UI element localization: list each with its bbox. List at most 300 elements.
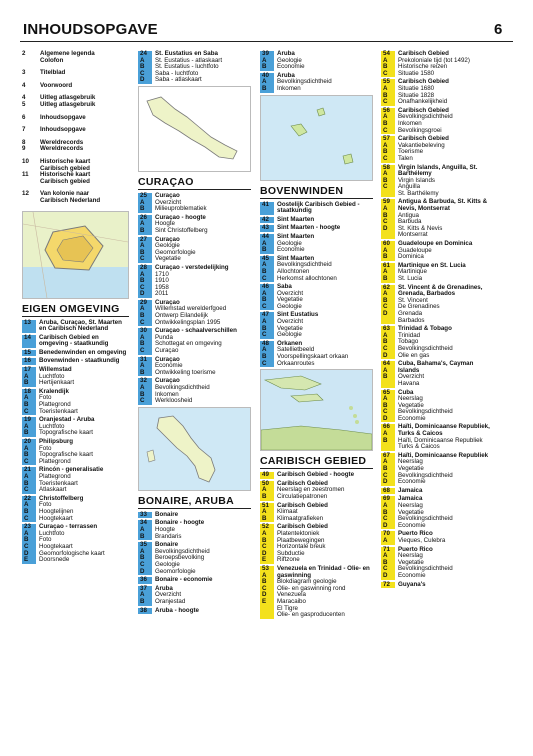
toc-sub-letter: A: [383, 366, 388, 374]
toc-entry[interactable]: [22, 350, 129, 357]
toc-sub-label: Plattegrond: [39, 457, 71, 465]
toc-entry[interactable]: [138, 542, 251, 575]
toc-entry[interactable]: [260, 217, 373, 224]
toc-entry-body: [152, 193, 207, 213]
toc-entry[interactable]: [381, 199, 493, 239]
toc-sub-label: Geologie: [277, 56, 302, 64]
toc-entry[interactable]: [138, 520, 251, 540]
toc-sub-label: Antigua: [398, 211, 419, 219]
bovenwinden-map-icon: [261, 96, 372, 180]
toc-sub-letter: A: [262, 261, 267, 269]
toc-entry-title: Caribisch Gebied: [277, 479, 328, 487]
toc-sub-label: Vegetatie: [398, 401, 424, 409]
toc-entry-body: [274, 503, 328, 523]
toc-entry-title: Kralendijk: [39, 387, 69, 395]
bovenwinden-list: [260, 202, 373, 368]
toc-entry[interactable]: [381, 326, 493, 359]
toc-entry[interactable]: [138, 215, 251, 235]
toc-entry[interactable]: [138, 51, 251, 84]
toc-sub-label: Doorsnede: [39, 556, 70, 564]
toc-entry-title: Haïti, Dominicaanse Republiek: [398, 451, 489, 459]
toc-sub-letter: D: [383, 521, 388, 529]
toc-entry-number: 29: [140, 298, 147, 306]
toc-sub-letter: B: [383, 63, 388, 71]
toc-entry-number: 16: [24, 357, 31, 365]
col3-top-list: [260, 51, 373, 93]
toc-sub-letter: C: [383, 154, 388, 162]
toc-entry[interactable]: [381, 390, 493, 423]
toc-entry[interactable]: [138, 608, 251, 615]
toc-sub-letter: B: [262, 578, 267, 586]
toc-entry-title: St. Eustatius en Saba: [155, 50, 218, 57]
toc-entry-number: 20: [24, 438, 31, 445]
toc-sub-label: Toerisme: [398, 148, 424, 156]
toc-entry-number: 68: [383, 486, 390, 494]
toc-entry-number: 25: [140, 191, 147, 199]
toc-entry[interactable]: [381, 547, 493, 580]
intro-row-number: 12: [22, 190, 29, 198]
toc-entry[interactable]: [260, 234, 373, 254]
toc-entry-body: [36, 389, 78, 415]
toc-entry[interactable]: [138, 265, 251, 298]
toc-sub-letter: D: [383, 224, 388, 232]
toc-sub-letter: A: [140, 333, 145, 341]
toc-sub-letter: B: [24, 451, 29, 459]
toc-entry[interactable]: [381, 165, 493, 198]
toc-sub-letter: B: [140, 205, 145, 213]
toc-sub-label: Situatie 1580: [398, 69, 435, 77]
toc-entry-body: [395, 165, 493, 198]
toc-entry[interactable]: [22, 439, 129, 465]
toc-entry-bar: [381, 136, 395, 162]
toc-sub-label: Hoogtekaart: [39, 542, 73, 550]
toc-entry-body: [395, 488, 422, 495]
toc-entry-number: 15: [24, 348, 31, 356]
toc-entry[interactable]: [260, 202, 373, 215]
toc-entry-bar: [22, 335, 36, 348]
toc-entry-title: Jamaica: [398, 495, 423, 503]
toc-sub-letter: C: [24, 407, 29, 415]
toc-entry[interactable]: [22, 524, 129, 564]
intro-row-label: Caribisch gebied: [40, 164, 90, 172]
toc-sub-label: Bevolkingsdichtheid: [155, 384, 210, 391]
toc-entry-bar: [138, 542, 152, 575]
header-rule: [20, 41, 513, 42]
toc-sub-letter: D: [24, 549, 29, 557]
toc-entry[interactable]: [260, 73, 373, 93]
toc-sub-label: Bevolkingsdichtheid: [398, 408, 453, 416]
toc-entry[interactable]: [381, 582, 493, 589]
toc-entry-title: Virgin Islands, Anguilla, St. Barthélemy: [398, 163, 478, 178]
toc-sub-letter: B: [262, 84, 267, 92]
intro-row-label: Caribisch gebied: [40, 177, 90, 185]
toc-entry-body: [274, 566, 373, 619]
toc-entry-title: Caribisch Gebied: [277, 501, 328, 509]
toc-entry-body: [395, 390, 453, 423]
caribbean-map-icon: [261, 370, 372, 450]
toc-entry-body: [274, 217, 314, 224]
toc-entry[interactable]: [381, 488, 493, 495]
toc-entry[interactable]: [260, 225, 373, 232]
toc-sub-letter: B: [140, 312, 145, 320]
toc-entry[interactable]: [381, 285, 493, 325]
toc-sub-label: Neerslag: [398, 458, 423, 466]
toc-entry-title: Caribisch Gebied: [398, 135, 449, 143]
toc-sub-label: Geologie: [155, 242, 180, 250]
toc-sub-label: Neerslag: [398, 395, 423, 403]
toc-entry[interactable]: [138, 300, 251, 326]
toc-entry-bar: [381, 199, 395, 239]
toc-entry-bar: [381, 496, 395, 529]
toc-entry-number: 69: [383, 495, 390, 503]
toc-sub-letter: A: [140, 525, 145, 533]
toc-entry-number: 37: [140, 584, 147, 592]
toc-entry[interactable]: [260, 481, 373, 501]
toc-entry-title: Jamaica: [398, 486, 423, 494]
toc-entry[interactable]: [381, 263, 493, 283]
toc-sub-label: Toeristenkaart: [39, 479, 78, 487]
toc-sub-label: Riftzone: [277, 556, 300, 564]
toc-sub-label: Turks & Caicos: [398, 443, 440, 451]
toc-sub-letter: C: [383, 515, 388, 523]
toc-entry[interactable]: [260, 312, 373, 338]
intro-row-label: Voorwoord: [40, 81, 73, 89]
column-1: [22, 51, 129, 566]
intro-row-number: 10: [22, 157, 29, 165]
toc-entry[interactable]: [22, 335, 129, 348]
toc-entry-body: [395, 241, 472, 261]
intro-row-number: [22, 179, 40, 186]
toc-entry[interactable]: [138, 357, 251, 377]
section-title-eigen-omgeving: EIGEN OMGEVING: [22, 303, 129, 317]
toc-entry[interactable]: [138, 237, 251, 263]
map-bonaire-thumbnail: [138, 407, 251, 491]
intro-row-label: Colofon: [40, 56, 64, 64]
toc-sub-label: Neerslag: [398, 502, 423, 509]
toc-sub-letter: B: [24, 507, 29, 515]
toc-entry-bar: [138, 300, 152, 326]
toc-entry[interactable]: [381, 361, 493, 387]
toc-sub-letter: C: [140, 347, 145, 355]
toc-sub-letter: B: [24, 401, 29, 409]
toc-entry-title: Curaçao: [155, 298, 180, 306]
toc-entry[interactable]: [22, 320, 129, 333]
toc-sub-label: Schottegat en omgeving: [155, 340, 222, 348]
toc-sub-letter: B: [140, 390, 145, 398]
intro-row: [22, 179, 129, 186]
toc-sub-label: Plattegrond: [39, 472, 71, 480]
toc-entry-number: 48: [262, 339, 269, 347]
toc-sub-label: Olie- en gaswinning rond Venezuela: [277, 584, 346, 599]
toc-sub-label: Ontwerp Eilandelijk: [155, 312, 208, 320]
toc-entry[interactable]: [138, 328, 251, 354]
toc-entry-title: Bovenwinden - staatkundig: [39, 357, 120, 365]
intro-row-label: Uitleg atlasgebruik: [40, 100, 96, 108]
toc-entry[interactable]: [381, 453, 493, 486]
toc-entry-bar: [138, 586, 152, 606]
toc-sub-label: Blokdiagram geologie: [277, 578, 337, 586]
toc-entry[interactable]: [381, 108, 493, 134]
toc-sub-letter: A: [383, 331, 388, 339]
toc-entry-bar: [381, 241, 395, 261]
toc-sub-label: Olie en gas: [398, 351, 430, 359]
toc-sub-letter: A: [383, 84, 388, 92]
intro-row-label: Caribisch Nederland: [40, 196, 101, 204]
eigen-omgeving-list: [22, 320, 129, 564]
intro-row: [22, 70, 129, 77]
intro-row-number: 4: [22, 94, 26, 102]
toc-entry-title: Curaçao - schaalverschillen: [155, 327, 237, 335]
toc-entry-number: 21: [24, 466, 31, 474]
toc-sub-label: Geomorfologie: [155, 248, 196, 256]
toc-sub-label: Foto: [39, 536, 52, 544]
toc-entry[interactable]: [138, 512, 251, 519]
toc-sub-letter: A: [262, 346, 267, 354]
intro-row-number: 11: [22, 171, 29, 179]
toc-entry-bar: [381, 263, 395, 283]
toc-sub-letter: B: [383, 119, 388, 127]
toc-entry-title: Willemstad: [39, 366, 72, 374]
toc-entry-body: [395, 496, 453, 529]
toc-entry[interactable]: [260, 284, 373, 310]
toc-sub-letter: B: [383, 558, 388, 566]
toc-sub-letter: B: [262, 63, 267, 71]
toc-entry[interactable]: [260, 472, 373, 479]
toc-entry-number: 41: [262, 200, 269, 208]
toc-entry-number: 24: [140, 50, 147, 57]
toc-entry[interactable]: [260, 503, 373, 523]
toc-entry-bar: [260, 225, 274, 232]
toc-entry-number: 61: [383, 261, 390, 269]
intro-row: [22, 83, 129, 90]
toc-sub-label: Geologie: [277, 331, 302, 339]
toc-entry-body: [152, 51, 222, 84]
toc-entry-title: Guadeloupe en Dominica: [398, 240, 473, 248]
toc-sub-letter: B: [140, 597, 145, 605]
toc-sub-letter: B: [383, 91, 388, 99]
toc-entry[interactable]: [138, 586, 251, 606]
toc-sub-label: Bevolkingsdichtheid: [398, 113, 453, 121]
toc-sub-letter: A: [140, 305, 145, 313]
toc-sub-label: Barbados: [398, 316, 425, 324]
toc-sub-letter: D: [383, 571, 388, 579]
toc-entry-body: [152, 357, 216, 377]
toc-entry-body: [36, 335, 129, 348]
toc-sub-label: Horizontale breuk: [277, 543, 326, 551]
toc-sub-label: Saba - luchtfoto: [155, 69, 199, 77]
toc-entry-number: 28: [140, 263, 147, 271]
toc-sub-letter: A: [383, 290, 388, 298]
toc-entry[interactable]: [138, 378, 251, 404]
toc-sub-letter: A: [140, 242, 145, 250]
toc-entry-number: 60: [383, 240, 390, 248]
toc-sub-letter: B: [383, 465, 388, 473]
toc-sub-label: Plattegrond: [39, 401, 71, 409]
toc-entry-bar: [22, 439, 36, 465]
toc-sub-letter: B: [262, 324, 267, 332]
toc-entry-body: [274, 341, 348, 367]
toc-entry[interactable]: [260, 341, 373, 367]
toc-sub-letter: A: [24, 372, 29, 380]
toc-sub-label: Brandaris: [155, 532, 182, 540]
toc-entry[interactable]: [138, 193, 251, 213]
toc-sub-letter: B: [24, 536, 29, 544]
toc-sub-letter: A: [383, 268, 388, 276]
toc-entry-title: Curaçao - verstedelijking: [155, 263, 229, 271]
intro-row-label: Van kolonie naar: [40, 190, 90, 198]
toc-sub-label: Overzicht: [155, 198, 182, 206]
toc-sub-letter: C: [262, 302, 267, 310]
toc-sub-letter: D: [140, 76, 145, 84]
toc-sub-label: Guadeloupe: [398, 246, 432, 254]
toc-sub-letter: B: [383, 176, 388, 184]
toc-entry-number: 34: [140, 519, 147, 527]
toc-entry[interactable]: [22, 367, 129, 387]
toc-entry-number: 44: [262, 232, 269, 240]
toc-sub-label: Olie- en gasproducenten: [277, 611, 345, 619]
toc-sub-letter: A: [262, 318, 267, 326]
toc-sub-label: Bevolkingsdichtheid: [277, 261, 332, 269]
toc-sub-label: Plaatbewegingen: [277, 536, 325, 544]
fort-map-icon: [23, 212, 128, 298]
toc-entry[interactable]: [381, 496, 493, 529]
toc-sub-label: Montserrat: [398, 231, 428, 239]
toc-sub-label: Overzicht: [398, 373, 425, 381]
toc-sub-letter: A: [140, 220, 145, 228]
col4-list: [381, 51, 493, 588]
toc-entry-bar: [381, 108, 395, 134]
intro-row-label: Uitleg atlasgebruik: [40, 94, 96, 102]
toc-entry-bar: [260, 51, 274, 71]
toc-entry[interactable]: [381, 51, 493, 77]
toc-sub-label: Economie: [398, 478, 426, 486]
toc-entry[interactable]: [381, 136, 493, 162]
toc-entry[interactable]: [22, 358, 129, 365]
toc-entry-number: 43: [262, 224, 269, 232]
toc-entry[interactable]: [22, 389, 129, 415]
toc-sub-label: Saba - atlaskaart: [155, 76, 202, 84]
toc-entry[interactable]: [22, 496, 129, 522]
toc-entry-bar: [381, 165, 395, 198]
toc-sub-letter: D: [383, 351, 388, 359]
toc-entry[interactable]: [22, 467, 129, 493]
toc-entry-bar: [381, 51, 395, 77]
toc-entry[interactable]: [381, 424, 493, 450]
toc-entry-body: [274, 312, 318, 338]
toc-entry-bar: [22, 496, 36, 522]
toc-entry[interactable]: [22, 417, 129, 437]
toc-sub-label: Topografische kaart: [39, 429, 93, 437]
column-2: [138, 51, 251, 616]
toc-sub-letter: C: [140, 560, 145, 568]
intro-row-label: Historische kaart: [40, 157, 91, 165]
toc-entry-bar: [138, 577, 152, 584]
toc-entry-title: Caribisch Gebied: [277, 523, 328, 531]
toc-entry-bar: [260, 256, 274, 282]
toc-entry-number: 70: [383, 530, 390, 538]
toc-entry-number: 46: [262, 283, 269, 291]
toc-sub-label: Virgin Islands: [398, 176, 436, 184]
toc-entry-bar: [260, 503, 274, 523]
toc-entry-bar: [381, 326, 395, 359]
toc-entry-body: [395, 285, 493, 325]
toc-sub-label: Barbuda: [398, 218, 422, 226]
toc-sub-label: Economie: [398, 414, 426, 422]
intro-row-label: Titelblad: [40, 69, 66, 77]
toc-sub-label: Bevolkingsdichtheid: [398, 565, 453, 573]
toc-entry-number: 52: [262, 523, 269, 531]
toc-entry-number: 39: [262, 50, 269, 57]
intro-row-number: 8: [22, 138, 26, 146]
toc-entry-body: [274, 524, 328, 564]
toc-sub-label: Klimaatgrafieken: [277, 514, 324, 522]
intro-row-label: Wereldrecords: [40, 145, 84, 153]
toc-entry[interactable]: [260, 51, 373, 71]
toc-entry[interactable]: [260, 566, 373, 619]
toc-entry-number: 65: [383, 388, 390, 396]
toc-sub-letter: B: [140, 532, 145, 540]
toc-entry[interactable]: [260, 524, 373, 564]
toc-sub-label: Geologie: [277, 239, 302, 247]
toc-sub-label: Punda: [155, 333, 173, 341]
toc-sub-letter: B: [383, 373, 388, 381]
toc-entry-number: 13: [24, 318, 31, 326]
toc-entry[interactable]: [381, 241, 493, 261]
toc-sub-label: Economie: [277, 63, 305, 71]
toc-entry-bar: [22, 524, 36, 564]
toc-sub-letter: B: [383, 253, 388, 261]
toc-entry-title: Curaçao: [155, 235, 180, 243]
toc-sub-label: Havana: [398, 379, 420, 387]
toc-entry[interactable]: [260, 256, 373, 282]
toc-entry[interactable]: [138, 577, 251, 584]
toc-sub-label: St. Kitts & Nevis: [398, 224, 443, 232]
toc-sub-label: Foto: [39, 501, 52, 509]
toc-sub-label: St. Barthélemy: [398, 189, 439, 197]
toc-entry-number: 18: [24, 387, 31, 395]
toc-entry-number: 63: [383, 325, 390, 333]
toc-entry-body: [36, 467, 103, 493]
intro-row: [22, 127, 129, 134]
toc-entry-bar: [138, 193, 152, 213]
map-fort-thumbnail: [22, 211, 129, 299]
toc-entry-number: 47: [262, 311, 269, 319]
toc-entry-body: [395, 263, 466, 283]
toc-entry[interactable]: [381, 79, 493, 105]
toc-entry-bar: [260, 217, 274, 224]
toc-sub-label: Bevolkingsdichtheid: [398, 471, 453, 479]
toc-entry-number: 27: [140, 235, 147, 243]
toc-sub-label: Maracaibo: [277, 597, 306, 605]
intro-list: [22, 51, 129, 205]
bonaire-aruba-list: [138, 512, 251, 614]
toc-entry-bar: [22, 367, 36, 387]
toc-entry-body: [36, 417, 94, 437]
toc-entry[interactable]: [381, 531, 493, 544]
toc-sub-letter: C: [24, 486, 29, 494]
toc-sub-letter: C: [383, 183, 388, 191]
toc-entry-body: [36, 367, 74, 387]
toc-sub-label: Hoogtekaart: [39, 514, 73, 522]
toc-entry-title: Caribisch Gebied en omgeving - staatkundig: [39, 333, 109, 348]
toc-entry-body: [36, 320, 129, 333]
toc-entry-bar: [138, 237, 152, 263]
intro-row: [22, 58, 129, 65]
toc-sub-letter: C: [383, 126, 388, 134]
toc-sub-letter: A: [24, 472, 29, 480]
toc-sub-letter: C: [24, 542, 29, 550]
toc-sub-letter: A: [383, 458, 388, 466]
